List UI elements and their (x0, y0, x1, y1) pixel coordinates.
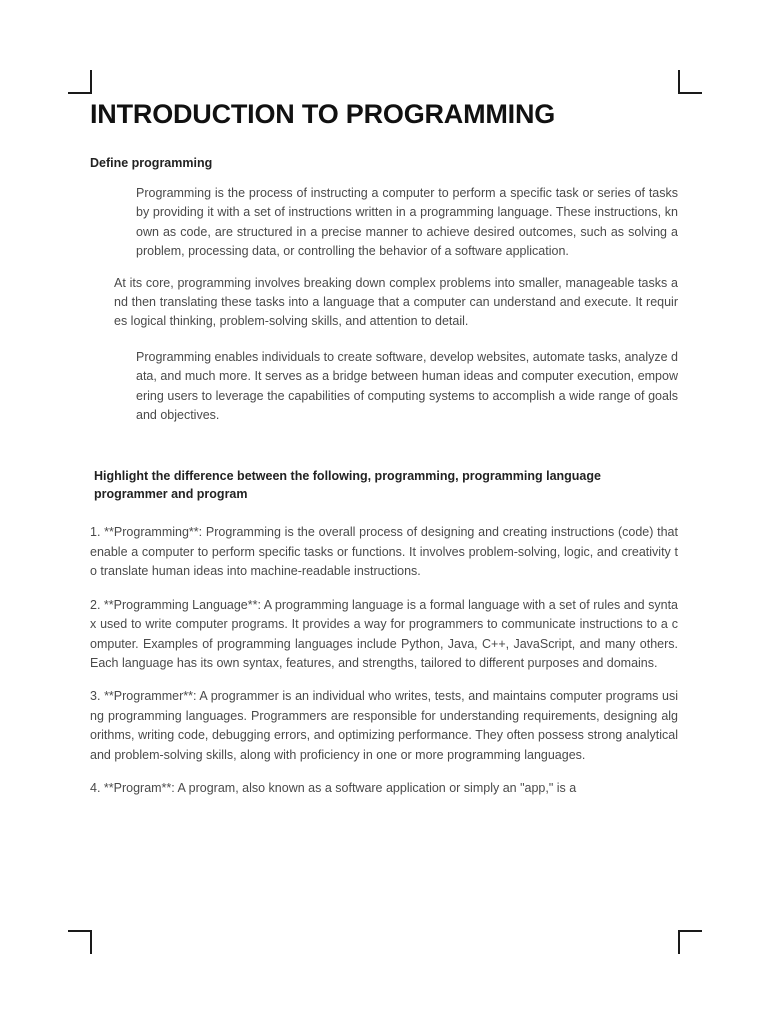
list-item: 4. **Program**: A program, also known as a software application or simply an "app," is a (90, 780, 577, 795)
page-title: INTRODUCTION TO PROGRAMMING (90, 99, 556, 129)
list-item: 2. **Programming Language**: A programming language is a formal language with a set of rules and syntax used to write computer programs. It provides a way for programmers to communicate instructions to a computer. Examples of programming languages include Python, Java, C++, JavaScript, and many others. Each language has its own syntax, features, and strengths, tailored to different purposes and domains. (90, 597, 678, 670)
differences-list (90, 523, 678, 798)
crop-mark-top-right (678, 70, 702, 94)
crop-mark-top-left (68, 70, 92, 94)
crop-mark-bottom-right (678, 930, 702, 954)
list-item: 3. **Programmer**: A programmer is an individual who writes, tests, and maintains computer programs using programming languages. Programmers are responsible for understanding requirements, designing algorithms, writing code, debugging errors, and optimizing performance. They often possess strong analytical and problem-solving skills, along with proficiency in one or more programming languages. (90, 689, 678, 762)
paragraph-core: At its core, programming involves breaking down complex problems into smaller, manageable tasks and then translating these tasks into a language that a computer can understand and execute. It requires logical thinking, problem-solving skills, and attention to detail. (114, 275, 678, 329)
paragraph-definition: Programming is the process of instructing a computer to perform a specific task or series of tasks by providing it with a set of instructions written in a programming language. These instructions, known as code, are structured in a precise manner to achieve desired outcomes, such as solving a problem, processing data, or controlling the behavior of a software application. (136, 186, 678, 259)
paragraph-enables: Programming enables individuals to create software, develop websites, automate tasks, analyze data, and much more. It serves as a bridge between human ideas and computer execution, empowering users to leverage the capabilities of computing systems to accomplish a wide range of goals and objectives. (136, 349, 678, 423)
list-item: 1. **Programming**: Programming is the overall process of designing and creating instructions (code) that enable a computer to perform specific tasks or functions. It involves problem-solving, logic, and creativity to translate human ideas into machine-readable instructions. (90, 525, 678, 579)
document-page (90, 96, 678, 798)
section-heading-define-programming: Define programming (90, 156, 213, 170)
section-heading-differences: Highlight the difference between the following, programming, programming language programmer and program (94, 469, 601, 502)
crop-mark-bottom-left (68, 930, 92, 954)
